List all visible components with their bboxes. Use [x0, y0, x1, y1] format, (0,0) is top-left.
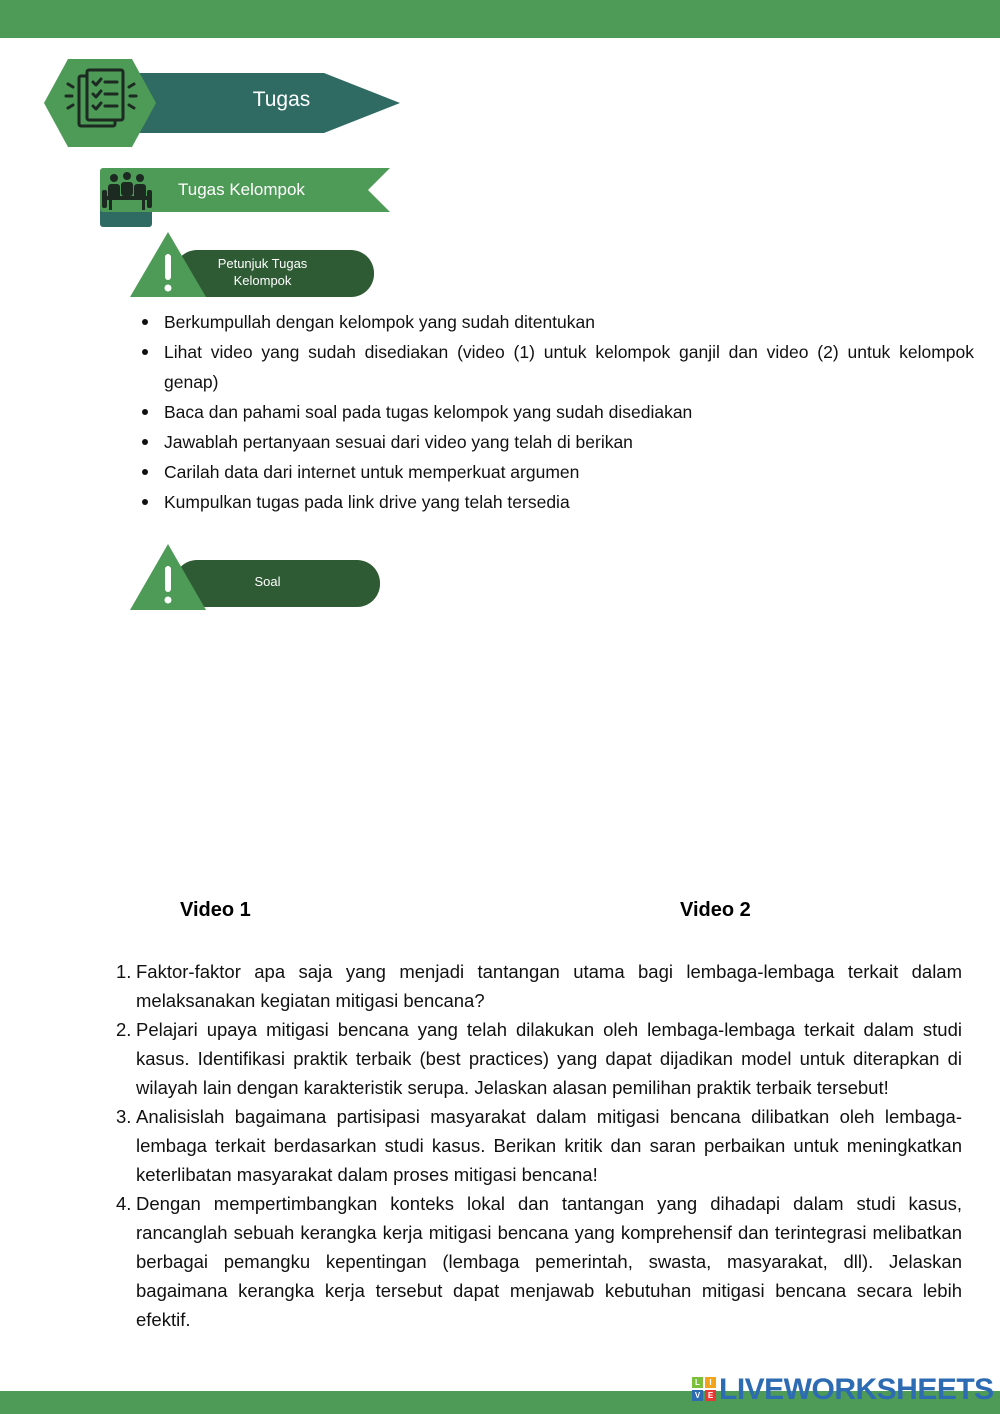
- list-item: Jawablah pertanyaan sesuai dari video yang telah di berikan: [138, 427, 974, 457]
- questions-list: [110, 957, 962, 1334]
- logo-text: LIVEWORKSHEETS: [719, 1373, 994, 1406]
- logo-letter: V: [692, 1390, 703, 1401]
- question-number: 3.: [116, 1106, 132, 1127]
- list-item: Baca dan pahami soal pada tugas kelompok yang sudah disediakan: [138, 397, 974, 427]
- tugas-kelompok-title: Tugas Kelompok: [178, 180, 305, 199]
- logo-letter: L: [692, 1377, 703, 1388]
- question-item: [110, 1189, 962, 1334]
- question-text: Analisislah bagaimana partisipasi masyarakat dalam mitigasi bencana dilibatkan oleh lembaga-lembaga terkait berdasarkan studi kasus. Berikan kritik dan saran perbaikan untuk meningkatkan keterlibatan masyarakat dalam proses mitigasi bencana!: [136, 1106, 962, 1185]
- question-number: 1.: [116, 961, 132, 982]
- soal-section-header: [130, 544, 385, 612]
- logo-letter: I: [705, 1377, 716, 1388]
- tugas-banner: [44, 58, 404, 148]
- tugas-kelompok-banner: [100, 166, 395, 228]
- question-item: [110, 1015, 962, 1102]
- liveworksheets-logo[interactable]: [692, 1373, 992, 1407]
- top-color-bar: [0, 0, 1000, 38]
- question-text: Pelajari upaya mitigasi bencana yang telah dilakukan oleh lembaga-lembaga terkait dalam studi kasus. Identifikasi praktik terbaik (best practices) yang dapat dijadikan model untuk diterapkan di wilayah lain dengan karakteristik serupa. Jelaskan alasan pemilihan praktik terbaik tersebut!: [136, 1019, 962, 1098]
- question-item: [110, 957, 962, 1015]
- question-number: 4.: [116, 1193, 132, 1214]
- exclamation-icon: [165, 254, 172, 292]
- petunjuk-section-header: [130, 232, 380, 300]
- question-number: 2.: [116, 1019, 132, 1040]
- logo-letter: E: [705, 1390, 716, 1401]
- question-text: Dengan mempertimbangkan konteks lokal dan tantangan yang dihadapi dalam studi kasus, rancanglah sebuah kerangka kerja mitigasi bencana yang komprehensif dan terintegrasi melibatkan berbagai pemangku kepentingan (lembaga pemerintah, swasta, masyarakat, dll). Jelaskan bagaimana kerangka kerja tersebut dapat menjawab kebutuhan mitigasi bencana secara lebih efektif.: [136, 1193, 962, 1330]
- question-text: Faktor-faktor apa saja yang menjadi tantangan utama bagi lembaga-lembaga terkait dalam melaksanakan kegiatan mitigasi bencana?: [136, 961, 962, 1011]
- list-item: Carilah data dari internet untuk memperkuat argumen: [138, 457, 974, 487]
- exclamation-icon: [165, 566, 172, 604]
- list-item: Kumpulkan tugas pada link drive yang telah tersedia: [138, 487, 974, 517]
- video-1-label: Video 1: [180, 899, 251, 921]
- list-item: Berkumpullah dengan kelompok yang sudah ditentukan: [138, 307, 974, 337]
- tugas-title: Tugas: [252, 88, 311, 111]
- petunjuk-title: Petunjuk Tugas Kelompok: [217, 256, 308, 288]
- video-2-label: Video 2: [680, 899, 751, 921]
- instructions-list: [138, 307, 974, 517]
- soal-title: Soal: [254, 574, 281, 589]
- logo-squares-icon: [692, 1377, 718, 1403]
- question-item: [110, 1102, 962, 1189]
- list-item: Lihat video yang sudah disediakan (video (1) untuk kelompok ganjil dan video (2) untuk kelompok genap): [138, 337, 974, 397]
